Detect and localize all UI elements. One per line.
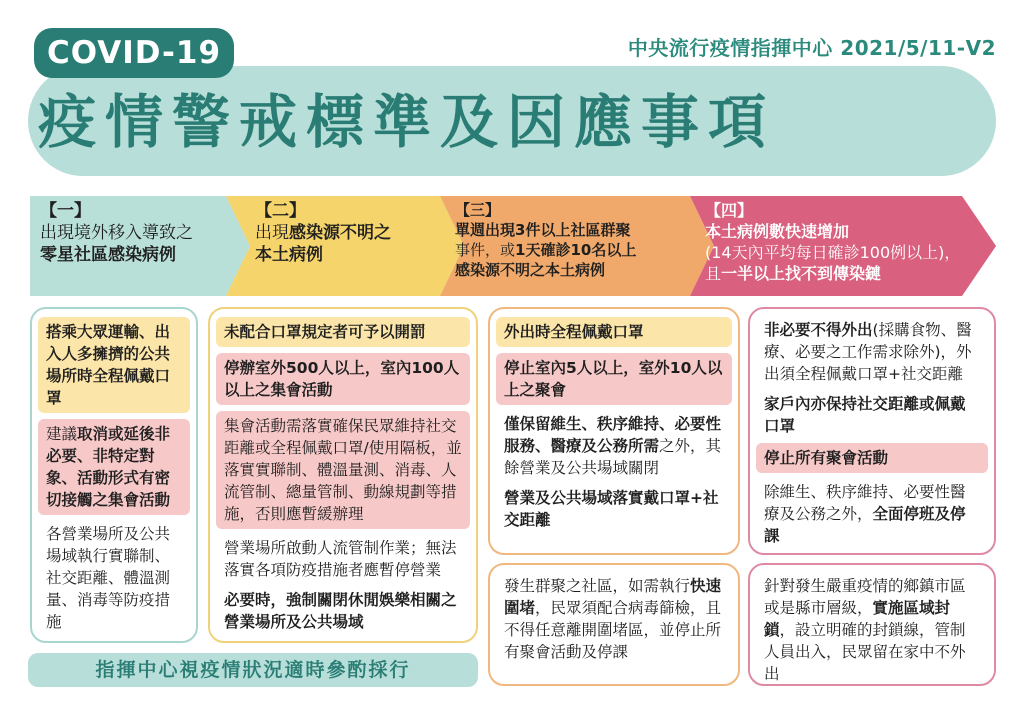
page-title: 疫情警戒標準及因應事項 [38,88,776,156]
measure-stop-all-gatherings: 停止所有聚會活動 [756,443,988,473]
measure-cancel-gatherings: 建議取消或延後非必要、非特定對象、活動形式有密切接觸之集會活動 [38,419,190,515]
measure-mask-outdoor: 外出時全程佩戴口罩 [496,317,732,347]
level-1-measures [30,307,198,643]
measure-crowd-control: 營業場所啟動人流管制作業；無法落實各項防疫措施者應暫停營業 [224,539,457,579]
level-3-containment [488,563,740,686]
level-3-text: 【三】 單週出現3件以上社區群聚 事件，或1天確診10名以上 感染源不明之本土病例 [455,201,637,279]
measure-full-shutdown: 除維生、秩序維持、必要性醫療及公務之外，全面停班及停課 [764,483,966,545]
measure-event-conditions: 集會活動需落實確保民眾維持社交距離或全程佩戴口罩/使用隔板，並落實實聯制、體溫量測、消毒、人流管制、總量管制、動線規劃等措施，否則應暫緩辦理 [216,411,470,529]
measure-stop-events: 停辦室外500人以上，室內100人以上之集會活動 [216,353,470,405]
source-label: 中央流行疫情指揮中心 2021/5/11-V2 [627,36,996,60]
level-2-measures [208,307,478,643]
measure-stay-home: 非必要不得外出(採購食物、醫療、必要之工作需求除外)，外出須全程佩戴口罩+社交距離 [764,321,972,383]
covid-tag: COVID-19 [34,28,234,78]
measure-close-leisure: 必要時，強制關閉休閒娛樂相關之營業場所及公共場域 [224,591,457,631]
measure-mask-transit: 搭乘大眾運輸、出入人多擁擠的公共場所時全程佩戴口罩 [38,317,190,413]
measure-venue-mask-distance: 營業及公共場域落實戴口罩+社交距離 [504,489,719,529]
level-1-text: 【一】 出現境外移入導致之 零星社區感染病例 [40,201,193,265]
level-3-measures [488,307,740,555]
measure-stop-gatherings: 停止室內5人以上，室外10人以上之聚會 [496,353,732,405]
measure-household-distance: 家戶內亦保持社交距離或佩戴口罩 [764,395,966,435]
level-4-measures [748,307,996,555]
measure-area-lockdown: 針對發生嚴重疫情的鄉鎮市區或是縣市層級，實施區域封鎖，設立明確的封鎖線，管制人員出入，民眾留在家中不外出 [764,577,966,683]
measure-mask-fine: 未配合口罩規定者可予以開罰 [216,317,470,347]
level-4-lockdown [748,563,996,686]
level-2-text: 【二】 出現感染源不明之 本土病例 [255,201,391,265]
measure-essential-only: 僅保留維生、秩序維持、必要性服務、醫療及公務所需之外，其餘營業及公共場域關閉 [504,415,722,477]
footer-note: 指揮中心視疫情狀況適時參酌採行 [28,653,478,687]
measure-venue-prevention: 各營業場所及公共場域執行實聯制、社交距離、體溫測量、消毒等防疫措施 [46,525,171,631]
measure-rapid-containment: 發生群聚之社區，如需執行快速圍堵，民眾須配合病毒篩檢，且不得任意離開圍堵區，並停止所有聚會活動及停課 [504,577,722,661]
level-4-text: 【四】 本土病例數快速增加 (14天內平均每日確診100例以上)， 且一半以上找不到傳染鏈 [705,201,961,283]
